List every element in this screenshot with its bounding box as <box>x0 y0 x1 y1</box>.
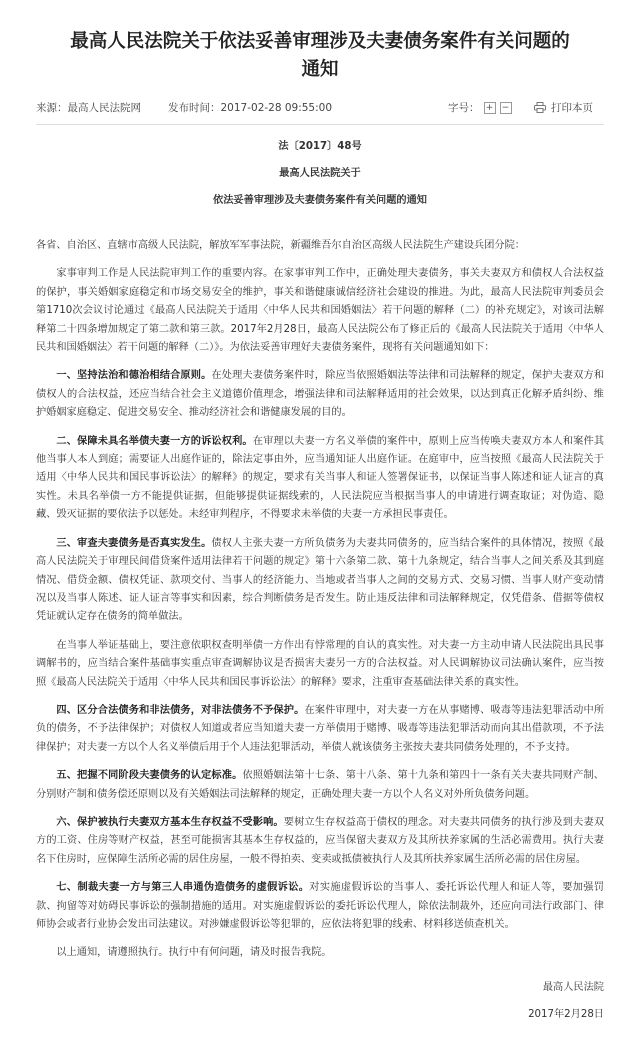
section-body: 依照婚姻法第十七条、第十八条、第十九条和第四十一条有关夫妻共同财产制、分别财产制和债务偿还原则以及有关婚姻法司法解释的规定，正确处理夫妻一方以个人名义对外所负债务问题。 <box>36 770 604 800</box>
section-body: 要树立生存权益高于债权的理念。对夫妻共同债务的执行涉及到夫妻双方的工资、住房等财产权益，甚至可能损害其基本生存权益的，应当保留夫妻双方及其所扶养家属的生活必需费用。执行夫妻名下住房时，应保障生活所必需的居住房屋，一般不得拍卖、变卖或抵债被执行人及其所扶养家属生活所必需的居住房屋。 <box>36 816 605 865</box>
section-heading: 六、保护被执行夫妻双方基本生存权益不受影响。 <box>56 816 284 828</box>
signature: 最高人民法院 <box>542 982 604 993</box>
section-paragraph <box>36 814 604 869</box>
section-body: 在案件审理中，对夫妻一方在从事赌博、吸毒等违法犯罪活动中所负的债务，不予法律保护；对债权人知道或者应当知道夫妻一方举债用于赌博、吸毒等违法犯罪活动而向其出借款项，不予法律保护；对夫妻一方以个人名义举债后用于个人违法犯罪活动，举债人就该债务主张按夫妻共同债务处理的，不予支持。 <box>36 704 605 753</box>
section-heading: 五、把握不同阶段夫妻债务的认定标准。 <box>56 770 243 782</box>
print-button[interactable] <box>534 101 593 115</box>
section-body: 债权人主张夫妻一方所负债务为夫妻共同债务的，应当结合案件的具体情况，按照《最高人民法院关于审理民间借贷案件适用法律若干问题的规定》第十六条第二款、第十九条规定，结合当事人之间关系及其到庭情况、借贷金额、债权凭证、款项交付、当事人的经济能力、当地或者当事人之间的交易方式、交易习惯、当事人财产变动情况以及当事人陈述、证人证言等事实和因素，综合判断债务是否发生。防止违反法律和司法解释规定，仅凭借条、借据等债权凭证就认定存在债务的简单做法。 <box>36 537 605 623</box>
print-label: 打印本页 <box>551 102 593 114</box>
font-size-control <box>448 101 512 115</box>
section-paragraph <box>36 767 604 804</box>
document-header-line2: 依法妥善审理涉及夫妻债务案件有关问题的通知 <box>213 195 427 206</box>
section-heading: 七、制裁夫妻一方与第三人串通伪造债务的虚假诉讼。 <box>56 882 310 894</box>
article-meta <box>36 101 604 115</box>
section-paragraph <box>36 879 604 934</box>
section-body: 在处理夫妻债务案件时，除应当依照婚姻法等法律和司法解释的规定，保护夫妻双方和债权人的合法权益，还应当结合社会主义道德价值理念，增强法律和司法解释适用的社会效果，以达到真正化解矛盾纠纷、维护婚姻家庭稳定、促进交易安全、推动经济社会和谐健康发展的目的。 <box>36 370 605 419</box>
closing-paragraph: 以上通知，请遵照执行。执行中有何问题，请及时报告我院。 <box>56 947 332 959</box>
section-heading: 一、坚持法治和德治相结合原则。 <box>56 370 212 382</box>
section-heading: 四、区分合法债务和非法债务，对非法债务不予保护。 <box>56 704 305 716</box>
source-label: 来源：最高人民法院网 <box>36 102 141 114</box>
font-decrease-button[interactable]: − <box>500 102 512 114</box>
salutation: 各省、自治区、直辖市高级人民法院，解放军军事法院，新疆维吾尔自治区高级人民法院生产建设兵团分院： <box>36 240 525 251</box>
document-header-line1: 最高人民法院关于 <box>279 168 361 179</box>
section-paragraph <box>36 637 604 692</box>
document-date: 2017年2月28日 <box>528 1009 604 1020</box>
section-paragraph <box>36 535 604 627</box>
section-paragraph <box>36 367 604 422</box>
font-size-label: 字号： <box>448 102 480 114</box>
section-heading: 三、审查夫妻债务是否真实发生。 <box>56 537 212 549</box>
intro-paragraph: 家事审判工作是人民法院审判工作的重要内容。在家事审判工作中，正确处理夫妻债务，事关夫妻双方和债权人合法权益的保护，事关婚姻家庭稳定和市场交易安全的维护，事关和谐健康诚信经济社会建设的推进。为此，最高人民法院审判委员会第1710次会议讨论通过《最高人民法院关于适用〈中华人民共和国婚姻法〉若干问题的解释（二）的补充规定》，对该司法解释第二十四条增加规定了第二款和第三款。2017年2月28日，最高人民法院公布了修正后的《最高人民法院关于适用〈中华人民共和国婚姻法〉若干问题的解释（二）》。为依法妥善审理好夫妻债务案件，现将有关问题通知如下： <box>36 268 604 354</box>
section-body: 在当事人举证基础上，要注意依职权查明举债一方作出有悖常理的自认的真实性。对夫妻一方主动申请人民法院出具民事调解书的，应当结合案件基础事实重点审查调解协议是否损害夫妻另一方的合法权益。对人民调解协议司法确认案件，应当按照《最高人民法院关于适用〈中华人民共和国民事诉讼法〉的解释》要求，注重审查基础法律关系的真实性。 <box>36 639 604 688</box>
header-divider <box>36 124 604 125</box>
document-number: 法〔2017〕48号 <box>278 141 362 152</box>
section-paragraph <box>36 702 604 757</box>
section-body: 对实施虚假诉讼的当事人、委托诉讼代理人和证人等，要加强罚款、拘留等对妨碍民事诉讼的强制措施的适用。对实施虚假诉讼的委托诉讼代理人，除依法制裁外，还应向司法行政部门、律师协会或者行业协会发出司法建议。对涉嫌虚假诉讼等犯罪的，应依法将犯罪的线索、材料移送侦查机关。 <box>36 882 604 930</box>
article-body <box>36 237 604 973</box>
printer-icon <box>534 102 546 113</box>
section-paragraph <box>36 433 604 525</box>
page-title: 最高人民法院关于依法妥善审理涉及夫妻债务案件有关问题的通知 <box>70 31 570 80</box>
section-body: 在审理以夫妻一方名义举债的案件中，原则上应当传唤夫妻双方本人和案件其他当事人本人到庭；需要证人出庭作证的，除法定事由外，应当通知证人出庭作证。在庭审中，应当按照《最高人民法院关于适用〈中华人民共和国民事诉讼法〉的解释》的规定，要求有关当事人和证人签署保证书，以保证当事人陈述和证人证言的真实性。未具名举债一方不能提供证据，但能够提供证据线索的，人民法院应当根据当事人的申请进行调查取证；对伪造、隐藏、毁灭证据的要依法予以惩处。未经审判程序，不得要求未举债的夫妻一方承担民事责任。 <box>36 435 605 521</box>
section-heading: 二、保障未具名举债夫妻一方的诉讼权利。 <box>56 435 253 447</box>
font-increase-button[interactable]: + <box>484 102 496 114</box>
publish-time: 发布时间：2017-02-28 09:55:00 <box>168 102 333 114</box>
